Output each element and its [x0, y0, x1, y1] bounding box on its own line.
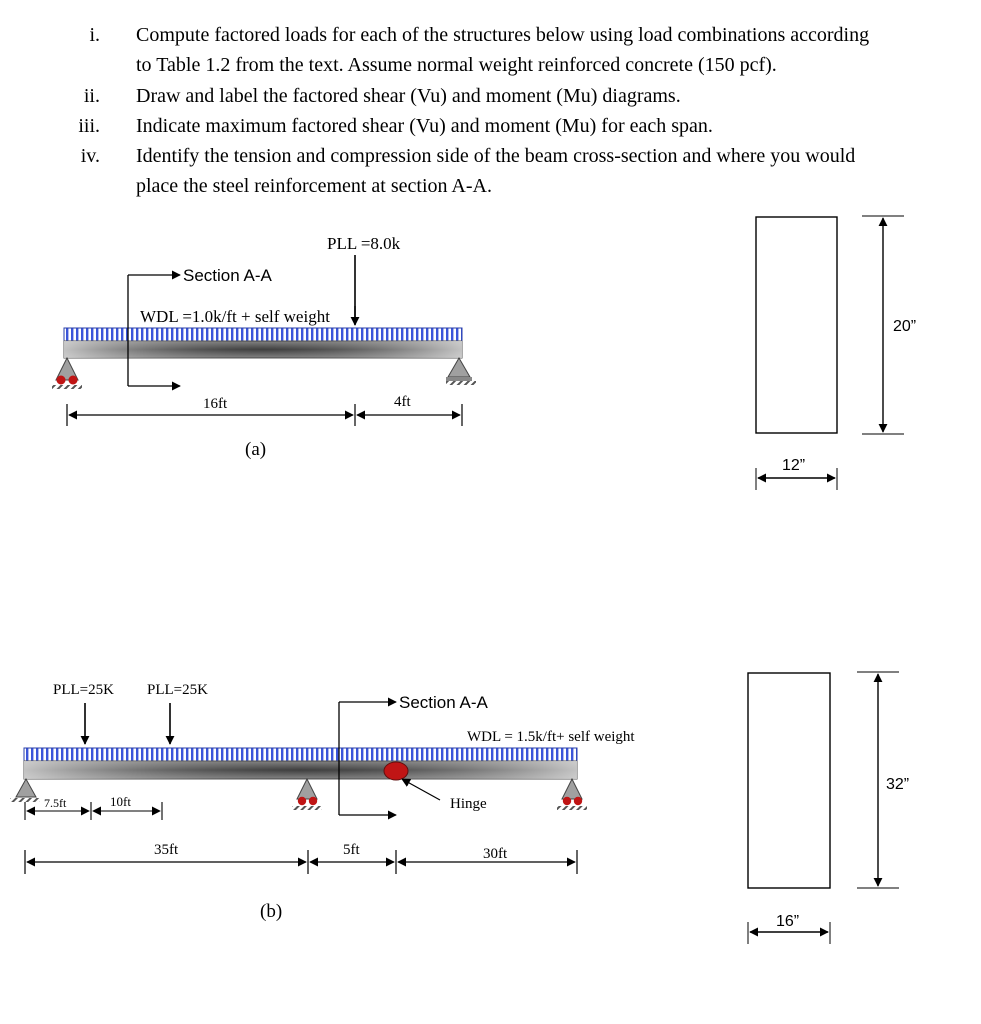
- section-label: Section A-A: [399, 693, 488, 712]
- beam-shading: [64, 341, 462, 358]
- cross-section: [748, 672, 899, 944]
- question-number: i.: [89, 24, 100, 46]
- cross-section: [756, 216, 904, 490]
- figure-a: [52, 216, 931, 490]
- hinge-label: Hinge: [450, 796, 487, 812]
- point-load-label: PLL=25K: [53, 682, 114, 698]
- pin-support-icon: [10, 779, 40, 802]
- question-text: Draw and label the factored shear (Vu) and moment (Mu) diagrams.: [136, 85, 681, 107]
- dim-label: 5ft: [343, 842, 360, 858]
- beam-shading: [24, 761, 577, 779]
- hinge-pointer: [402, 779, 440, 800]
- cross-section-height-label: 20”: [893, 318, 917, 335]
- figure-caption: (b): [260, 901, 283, 922]
- figure-caption: (a): [245, 439, 267, 460]
- section-label: Section A-A: [183, 266, 272, 285]
- dim-label: 7.5ft: [44, 796, 67, 810]
- dim-left-label: 16ft: [203, 396, 228, 412]
- question-number: iii.: [78, 115, 100, 137]
- question-text: Indicate maximum factored shear (Vu) and moment (Mu) for each span.: [136, 115, 713, 137]
- question-text: Identify the tension and compression side of the beam cross-section and where you would place the steel reinforcement at section A-A.: [136, 145, 856, 197]
- point-load-label: PLL =8.0k: [327, 234, 401, 253]
- roller-support-icon: [446, 358, 476, 385]
- point-load-label: PLL=25K: [147, 682, 208, 698]
- figure-b: [10, 672, 924, 944]
- roller-support-icon: [557, 779, 587, 810]
- cross-section-width-label: 12”: [782, 457, 806, 474]
- dim-label: 35ft: [154, 842, 179, 858]
- pin-support-icon: [52, 358, 82, 389]
- distributed-load-label: WDL =1.0k/ft + self weight: [140, 307, 330, 326]
- cross-section-height-label: 32”: [886, 776, 910, 793]
- question-number: ii.: [83, 85, 100, 107]
- roller-support-icon: [292, 779, 322, 810]
- question-number: iv.: [80, 145, 100, 167]
- dim-right-label: 4ft: [394, 394, 411, 410]
- distributed-load: [24, 748, 577, 761]
- hinge-icon: [384, 762, 408, 780]
- dim-label: 10ft: [110, 794, 131, 809]
- distributed-load-label: WDL = 1.5k/ft+ self weight: [467, 729, 635, 745]
- distributed-load: [64, 328, 462, 341]
- question-text: Compute factored loads for each of the structures below using load combinations according to Table 1.2 from the text. Assume normal weight reinforced concrete (150 pcf).: [136, 24, 870, 76]
- cross-section-width-label: 16”: [776, 913, 800, 930]
- dim-label: 30ft: [483, 846, 508, 862]
